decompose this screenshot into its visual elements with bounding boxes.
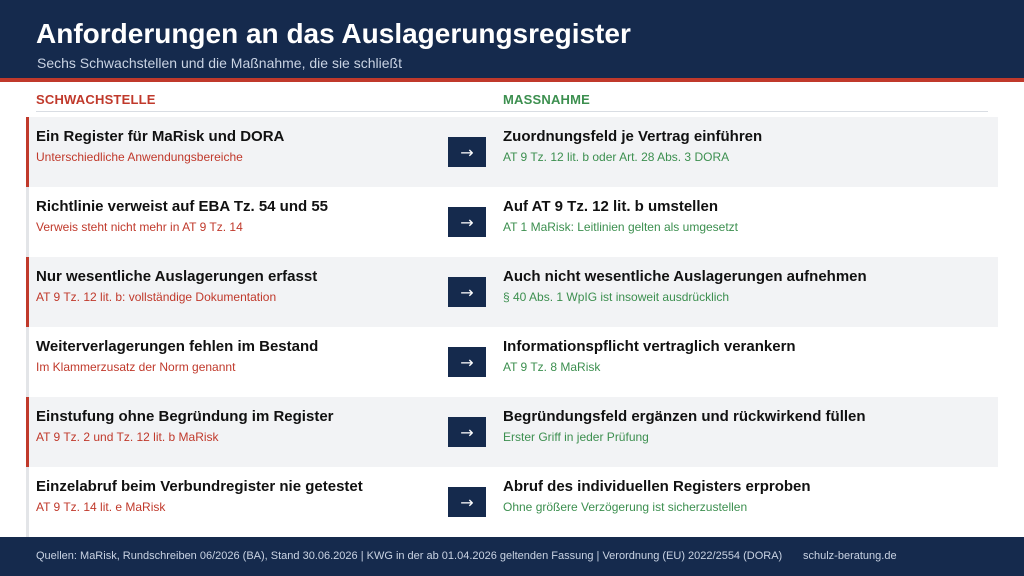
footer-website: schulz-beratung.de bbox=[803, 550, 897, 562]
row-accent-bar bbox=[26, 187, 29, 257]
weakness-detail: Unterschiedliche Anwendungsbereiche bbox=[36, 150, 243, 164]
measure-detail: AT 9 Tz. 12 lit. b oder Art. 28 Abs. 3 DORA bbox=[503, 150, 730, 164]
header-bar bbox=[0, 0, 1024, 78]
weakness-detail: Im Klammerzusatz der Norm genannt bbox=[36, 360, 236, 374]
weakness-title: Weiterverlagerungen fehlen im Bestand bbox=[36, 338, 319, 355]
weakness-title: Nur wesentliche Auslagerungen erfasst bbox=[36, 268, 318, 285]
list-item bbox=[26, 327, 998, 397]
measure-title: Zuordnungsfeld je Vertrag einführen bbox=[503, 128, 763, 145]
measure-detail: § 40 Abs. 1 WpIG ist insoweit ausdrücklich bbox=[503, 290, 730, 304]
weakness-measure-list bbox=[26, 117, 998, 537]
column-header-weakness: SCHWACHSTELLE bbox=[36, 92, 156, 107]
measure-detail: AT 9 Tz. 8 MaRisk bbox=[503, 360, 601, 374]
weakness-title: Einzelabruf beim Verbundregister nie getestet bbox=[36, 478, 363, 495]
right-arrow-icon: → bbox=[448, 137, 486, 167]
measure-title: Auf AT 9 Tz. 12 lit. b umstellen bbox=[503, 198, 719, 215]
weakness-title: Ein Register für MaRisk und DORA bbox=[36, 128, 285, 145]
right-arrow-icon: → bbox=[448, 347, 486, 377]
row-accent-bar bbox=[26, 117, 29, 187]
weakness-detail: AT 9 Tz. 12 lit. b: vollständige Dokumentation bbox=[36, 290, 277, 304]
right-arrow-icon: → bbox=[448, 207, 486, 237]
column-header-divider bbox=[36, 111, 988, 112]
page-title: Anforderungen an das Auslagerungsregister bbox=[36, 18, 631, 49]
row-accent-bar bbox=[26, 467, 29, 537]
right-arrow-icon: → bbox=[448, 487, 486, 517]
list-item bbox=[26, 187, 998, 257]
weakness-title: Richtlinie verweist auf EBA Tz. 54 und 55 bbox=[36, 198, 329, 215]
right-arrow-icon: → bbox=[448, 417, 486, 447]
list-item bbox=[26, 467, 998, 537]
footer-bar bbox=[0, 537, 1024, 576]
row-accent-bar bbox=[26, 397, 29, 467]
page-subtitle: Sechs Schwachstellen und die Maßnahme, die sie schließt bbox=[37, 55, 402, 71]
weakness-detail: AT 9 Tz. 2 und Tz. 12 lit. b MaRisk bbox=[36, 430, 219, 444]
weakness-detail: AT 9 Tz. 14 lit. e MaRisk bbox=[36, 500, 166, 514]
list-item bbox=[26, 397, 998, 467]
list-item bbox=[26, 117, 998, 187]
list-item bbox=[26, 257, 998, 327]
measure-detail: Erster Griff in jeder Prüfung bbox=[503, 430, 649, 444]
row-accent-bar bbox=[26, 327, 29, 397]
weakness-detail: Verweis steht nicht mehr in AT 9 Tz. 14 bbox=[36, 220, 243, 234]
measure-title: Auch nicht wesentliche Auslagerungen aufnehmen bbox=[503, 268, 867, 285]
measure-title: Informationspflicht vertraglich verankern bbox=[503, 338, 796, 355]
measure-detail: Ohne größere Verzögerung ist sicherzustellen bbox=[503, 500, 748, 514]
footer-sources: Quellen: MaRisk, Rundschreiben 06/2026 (BA), Stand 30.06.2026 | KWG in der ab 01.04.2026 geltenden Fassung | Verordnung (EU) 2022/2554 (DORA) bbox=[36, 550, 783, 562]
header-divider bbox=[0, 78, 1024, 82]
measure-title: Abruf des individuellen Registers erproben bbox=[503, 478, 811, 495]
measure-detail: AT 1 MaRisk: Leitlinien gelten als umgesetzt bbox=[503, 220, 739, 234]
weakness-title: Einstufung ohne Begründung im Register bbox=[36, 408, 334, 425]
row-accent-bar bbox=[26, 257, 29, 327]
right-arrow-icon: → bbox=[448, 277, 486, 307]
measure-title: Begründungsfeld ergänzen und rückwirkend füllen bbox=[503, 408, 866, 425]
column-header-measure: MASSNAHME bbox=[503, 92, 591, 107]
